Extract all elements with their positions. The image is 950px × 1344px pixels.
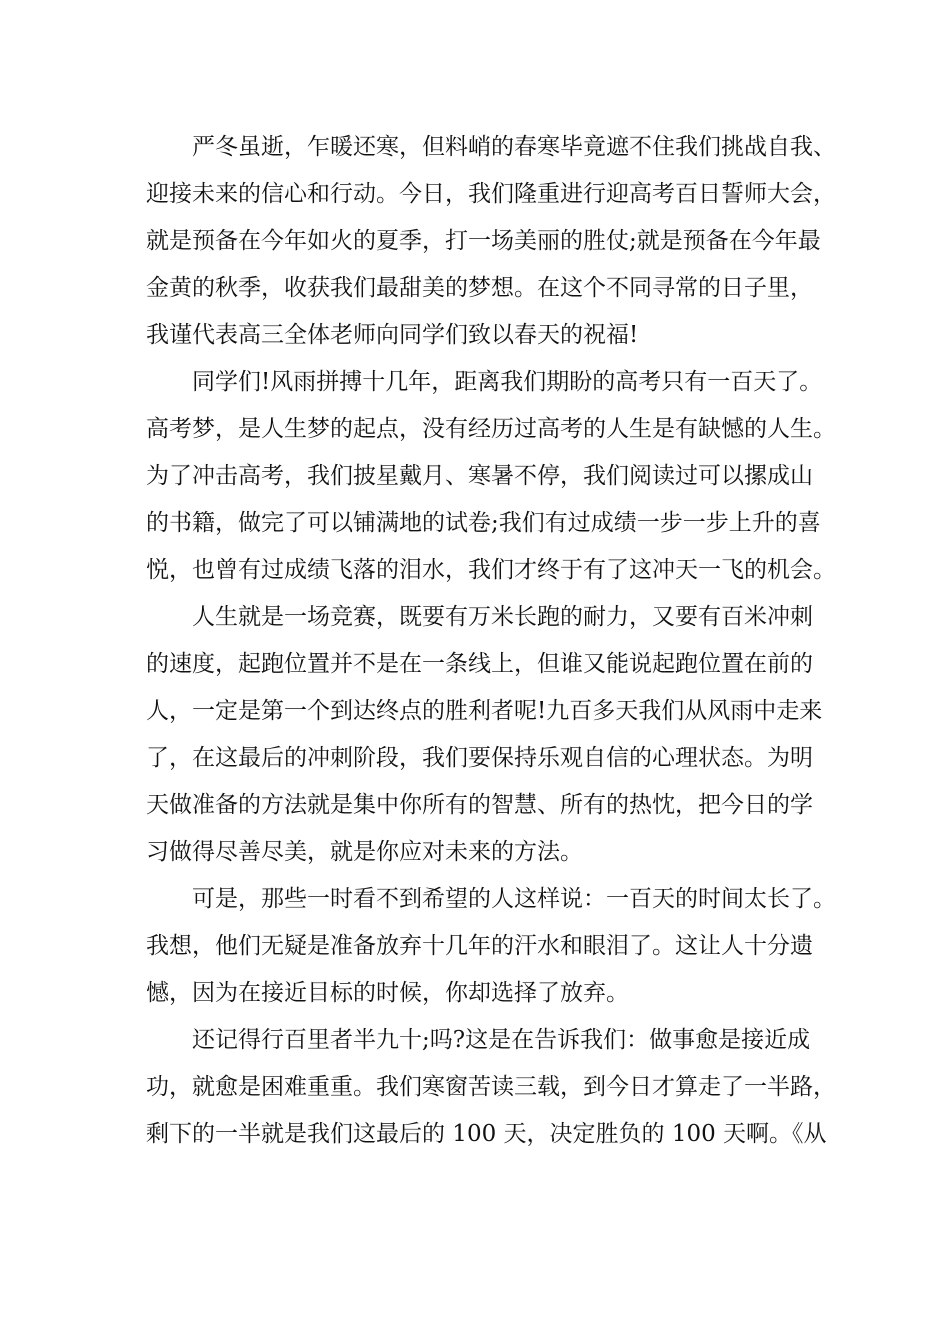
paragraph-1-line-3: 就是预备在今年如火的夏季，打一场美丽的胜仗;就是预备在今年最	[146, 228, 821, 254]
paragraph-3-line-1: 人生就是一场竞赛，既要有万米长跑的耐力，又要有百米冲刺	[192, 604, 813, 630]
paragraph-3-line-4: 了，在这最后的冲刺阶段，我们要保持乐观自信的心理状态。为明	[146, 745, 813, 771]
paragraph-1-line-1: 严冬虽逝，乍暖还寒，但料峭的春寒毕竟遮不住我们挑战自我、	[192, 134, 836, 160]
paragraph-5-line-2: 功，就愈是困难重重。我们寒窗苦读三载，到今日才算走了一半路，	[146, 1074, 836, 1100]
paragraph-1-line-2: 迎接未来的信心和行动。今日，我们隆重进行迎高考百日誓师大会，	[146, 181, 836, 207]
paragraph-2-line-5: 悦，也曾有过成绩飞落的泪水，我们才终于有了这冲天一飞的机会。	[146, 557, 836, 583]
paragraph-5-line-1: 还记得行百里者半九十;吗?这是在告诉我们：做事愈是接近成	[192, 1027, 811, 1053]
paragraph-1-line-4: 金黄的秋季，收获我们最甜美的梦想。在这个不同寻常的日子里，	[146, 275, 813, 301]
paragraph-2-line-1: 同学们!风雨拼搏十几年，距离我们期盼的高考只有一百天了。	[192, 369, 823, 395]
paragraph-2-line-4: 的书籍，做完了可以铺满地的试卷;我们有过成绩一步一步上升的喜	[146, 510, 821, 536]
paragraph-3-line-6: 习做得尽善尽美，就是你应对未来的方法。	[146, 839, 583, 865]
paragraph-1-line-5: 我谨代表高三全体老师向同学们致以春天的祝福!	[146, 322, 639, 348]
paragraph-4-line-2: 我想，他们无疑是准备放弃十几年的汗水和眼泪了。这让人十分遗	[146, 933, 813, 959]
paragraph-3-line-5: 天做准备的方法就是集中你所有的智慧、所有的热忱，把今日的学	[146, 792, 813, 818]
paragraph-4-line-1: 可是，那些一时看不到希望的人这样说：一百天的时间太长了。	[192, 886, 836, 912]
paragraph-5-line-3: 剩下的一半就是我们这最后的 100 天，决定胜负的 100 天啊。《从	[146, 1121, 827, 1147]
paragraph-2-line-3: 为了冲击高考，我们披星戴月、寒暑不停，我们阅读过可以摞成山	[146, 463, 813, 489]
body-text	[146, 124, 836, 1158]
paragraph-2-line-2: 高考梦，是人生梦的起点，没有经历过高考的人生是有缺憾的人生。	[146, 416, 836, 442]
paragraph-3-line-2: 的速度，起跑位置并不是在一条线上，但谁又能说起跑位置在前的	[146, 651, 813, 677]
paragraph-3-line-3: 人，一定是第一个到达终点的胜利者呢!九百多天我们从风雨中走来	[146, 698, 823, 724]
paragraph-4-line-3: 憾，因为在接近目标的时候，你却选择了放弃。	[146, 980, 629, 1006]
